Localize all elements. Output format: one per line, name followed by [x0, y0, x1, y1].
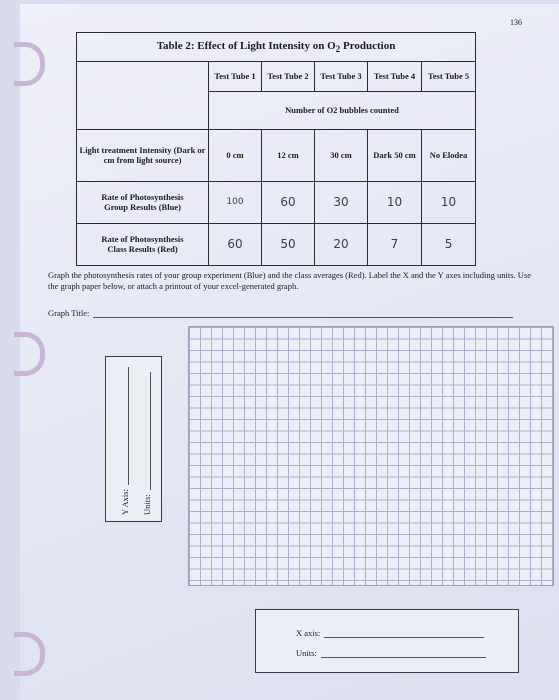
- x-units-label: Units:: [296, 648, 317, 658]
- tube-header: Test Tube 3: [315, 62, 368, 92]
- x-axis-field: [296, 628, 484, 638]
- graph-paper[interactable]: [188, 326, 554, 586]
- table-cell: 12 cm: [262, 130, 315, 182]
- handwritten-cell: 60: [262, 182, 315, 224]
- tube-header: Test Tube 1: [209, 62, 262, 92]
- y-units-label: Units:: [142, 494, 152, 515]
- table-caption: Table 2: Effect of Light Intensity on $O_2$ Production: [77, 33, 476, 62]
- group-results-label: Rate of Photosynthesis Group Results (Blue): [77, 182, 209, 224]
- handwritten-cell: 60: [209, 224, 262, 266]
- y-units-line[interactable]: [144, 372, 151, 490]
- y-units-field: [142, 372, 152, 515]
- light-treatment-label: Light treatment Intensity (Dark or cm from light source): [77, 130, 209, 182]
- table-cell: No Elodea: [422, 130, 476, 182]
- table-subheader: Number of O2 bubbles counted: [209, 92, 476, 130]
- table-cell: 0 cm: [209, 130, 262, 182]
- table-header-blank: [77, 62, 209, 130]
- handwritten-cell: 5: [422, 224, 476, 266]
- light-intensity-table: [76, 32, 476, 266]
- x-axis-box: [255, 609, 519, 673]
- graph-title-field: [48, 308, 513, 318]
- class-results-label: Rate of Photosynthesis Class Results (Red): [77, 224, 209, 266]
- handwritten-cell: 7: [368, 224, 422, 266]
- graph-title-label: Graph Title:: [48, 308, 90, 318]
- binder-ring: [14, 332, 45, 376]
- graph-title-line[interactable]: [93, 309, 513, 318]
- x-axis-label: X axis:: [296, 628, 321, 638]
- handwritten-cell: 30: [315, 182, 368, 224]
- table-cell: 30 cm: [315, 130, 368, 182]
- binder-ring: [14, 632, 45, 676]
- x-units-line[interactable]: [321, 650, 486, 658]
- tube-header: Test Tube 4: [368, 62, 422, 92]
- handwritten-cell: 20: [315, 224, 368, 266]
- tube-header: Test Tube 5: [422, 62, 476, 92]
- graph-instructions: Graph the photosynthesis rates of your group experiment (Blue) and the class averages (Red). Label the X and the Y axes including units. Use the graph paper below, or attach a printout of your excel-generated graph.: [48, 270, 532, 292]
- x-units-field: [296, 648, 486, 658]
- y-axis-field: [120, 367, 130, 515]
- binder-ring: [14, 42, 45, 86]
- y-axis-box: [105, 356, 162, 522]
- handwritten-cell: 10: [422, 182, 476, 224]
- table-cell: Dark 50 cm: [368, 130, 422, 182]
- page-number: 136: [510, 18, 522, 27]
- x-axis-line[interactable]: [324, 630, 484, 638]
- handwritten-cell: 50: [262, 224, 315, 266]
- handwritten-cell: 100: [209, 182, 262, 224]
- y-axis-line[interactable]: [122, 367, 129, 485]
- handwritten-cell: 10: [368, 182, 422, 224]
- tube-header: Test Tube 2: [262, 62, 315, 92]
- y-axis-label: Y Axis:: [120, 489, 130, 515]
